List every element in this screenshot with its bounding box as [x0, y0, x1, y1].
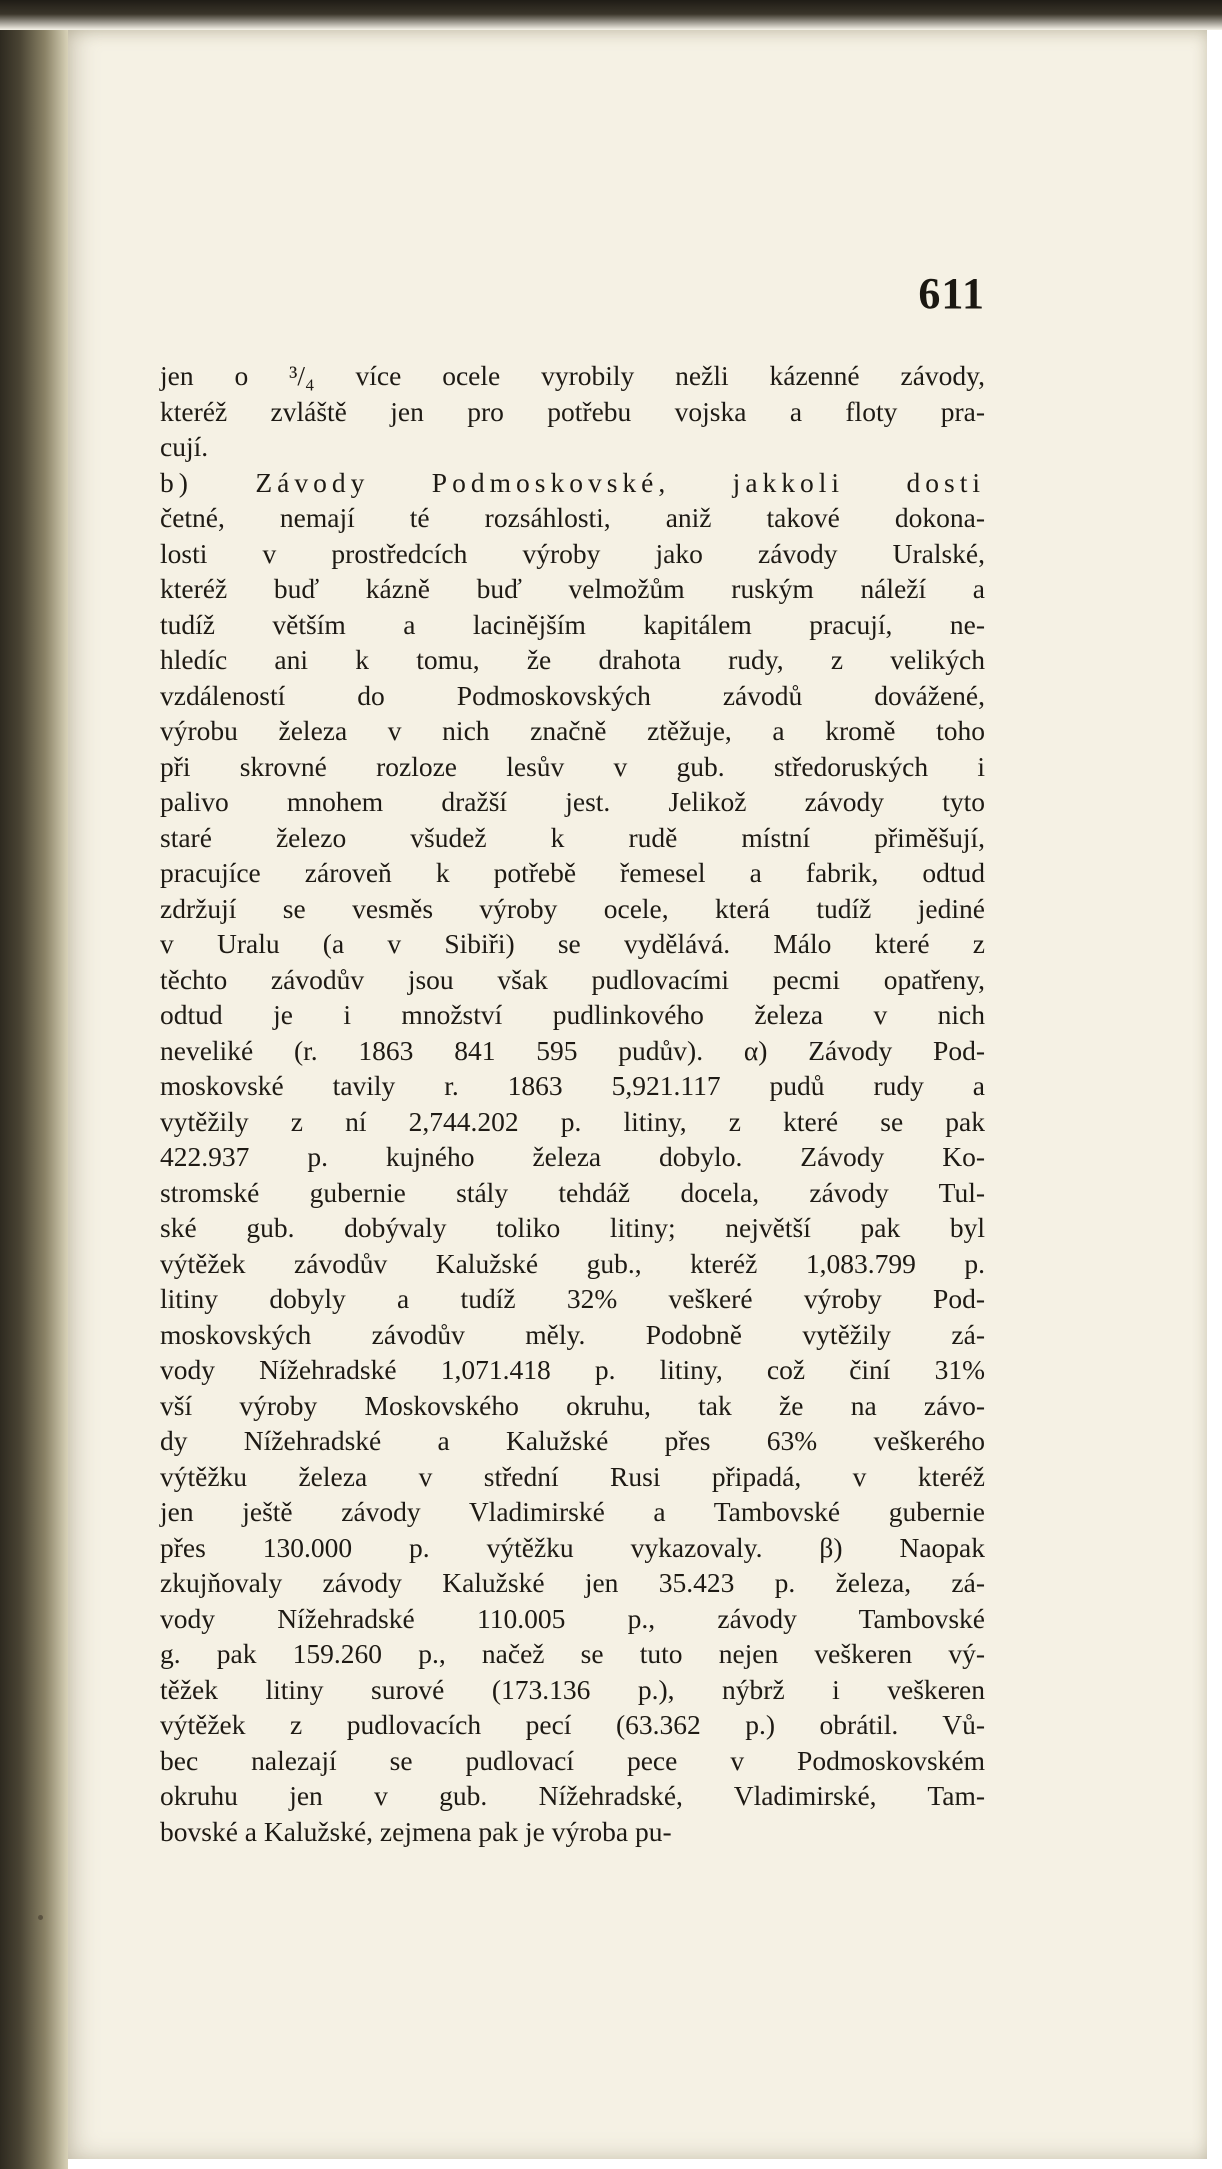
text-line: moskovské tavily r. 1863 5,921.117 pudů rudy a	[160, 1070, 985, 1101]
text-line: ské gub. dobývaly toliko litiny; největší pak byl	[160, 1212, 985, 1243]
text-line: jen ještě závody Vladimirské a Tambovské gubernie	[160, 1496, 985, 1527]
text-line: těchto závodův jsou však pudlovacími pecmi opatřeny,	[160, 963, 985, 995]
text-line: zkujňovaly závody Kalužské jen 35.423 p. železa, zá-	[160, 1567, 985, 1598]
text-line: moskovských závodův měly. Podobně vytěžily zá-	[160, 1318, 985, 1350]
text-line: 422.937 p. kujného železa dobylo. Závody Ko-	[160, 1141, 985, 1172]
text-line: při skrovné rozloze lesův v gub. středoruských i	[160, 750, 985, 782]
text-line: četné, nemají té rozsáhlosti, aniž takové dokona-	[160, 502, 985, 533]
text-line: vzdáleností do Podmoskovských závodů dovážené,	[160, 679, 985, 711]
text-line: vody Nížehradské 1,071.418 p. litiny, což činí 31%	[160, 1354, 985, 1385]
text-line: kteréž buď kázně buď velmožům ruským náleží a	[160, 573, 985, 604]
text-line: vytěžily z ní 2,744.202 p. litiny, z které se pak	[160, 1105, 985, 1137]
text-line: okruhu jen v gub. Nížehradské, Vladimirské, Tam-	[160, 1780, 985, 1811]
text-line: kteréž zvláště jen pro potřebu vojska a floty pra-	[160, 395, 985, 427]
text-line: vody Nížehradské 110.005 p., závody Tambovské	[160, 1602, 985, 1634]
text-line: b) Závody Podmoskovské, jakkoli dosti	[160, 466, 985, 498]
text-line: dy Nížehradské a Kalužské přes 63% veškerého	[160, 1425, 985, 1456]
top-edge-shadow	[0, 0, 1222, 30]
text-line: jen o ³/₄ více ocele vyrobily nežli kázenné závody,	[160, 360, 985, 391]
text-line: litiny dobyly a tudíž 32% veškeré výroby Pod-	[160, 1283, 985, 1314]
text-line: vší výroby Moskovského okruhu, tak že na závo-	[160, 1389, 985, 1421]
text-line: hledíc ani k tomu, že drahota rudy, z velikých	[160, 644, 985, 675]
text-line: výtěžku železa v střední Rusi připadá, v kteréž	[160, 1460, 985, 1492]
text-line: losti v prostředcích výroby jako závody Uralské,	[160, 537, 985, 569]
text-line: stromské gubernie stály tehdáž docela, závody Tul-	[160, 1176, 985, 1208]
text-line: těžek litiny surové (173.136 p.), nýbrž i veškeren	[160, 1673, 985, 1705]
text-line: neveliké (r. 1863 841 595 pudův). α) Závody Pod-	[160, 1034, 985, 1066]
text-line: přes 130.000 p. výtěžku vykazovaly. β) Naopak	[160, 1531, 985, 1563]
text-line: výtěžek závodův Kalužské gub., kteréž 1,083.799 p.	[160, 1247, 985, 1279]
text-line: g. pak 159.260 p., načež se tuto nejen veškeren vý-	[160, 1638, 985, 1669]
paper-speck	[38, 1915, 43, 1920]
page-number: 611	[918, 269, 985, 318]
text-line: bovské a Kalužské, zejmena pak je výroba pu-	[160, 1815, 672, 1847]
book-spine-shadow	[0, 0, 68, 2169]
text-line: cují.	[160, 431, 209, 462]
text-line: v Uralu (a v Sibiři) se vydělává. Málo které z	[160, 928, 985, 959]
text-line: tudíž větším a lacinějším kapitálem pracují, ne-	[160, 608, 985, 640]
text-line: staré železo všudež k rudě místní přiměšují,	[160, 821, 985, 853]
body-text	[160, 358, 985, 1849]
text-line: bec nalezají se pudlovací pece v Podmoskovském	[160, 1744, 985, 1776]
text-line: odtud je i množství pudlinkového železa v nich	[160, 999, 985, 1030]
text-line: pracujíce zároveň k potřebě řemesel a fabrik, odtud	[160, 857, 985, 888]
text-line: výtěžek z pudlovacích pecí (63.362 p.) obrátil. Vů-	[160, 1709, 985, 1740]
text-line: výrobu železa v nich značně ztěžuje, a kromě toho	[160, 715, 985, 746]
text-line: zdržují se vesměs výroby ocele, která tudíž jediné	[160, 892, 985, 924]
text-line: palivo mnohem dražší jest. Jelikož závody tyto	[160, 786, 985, 817]
